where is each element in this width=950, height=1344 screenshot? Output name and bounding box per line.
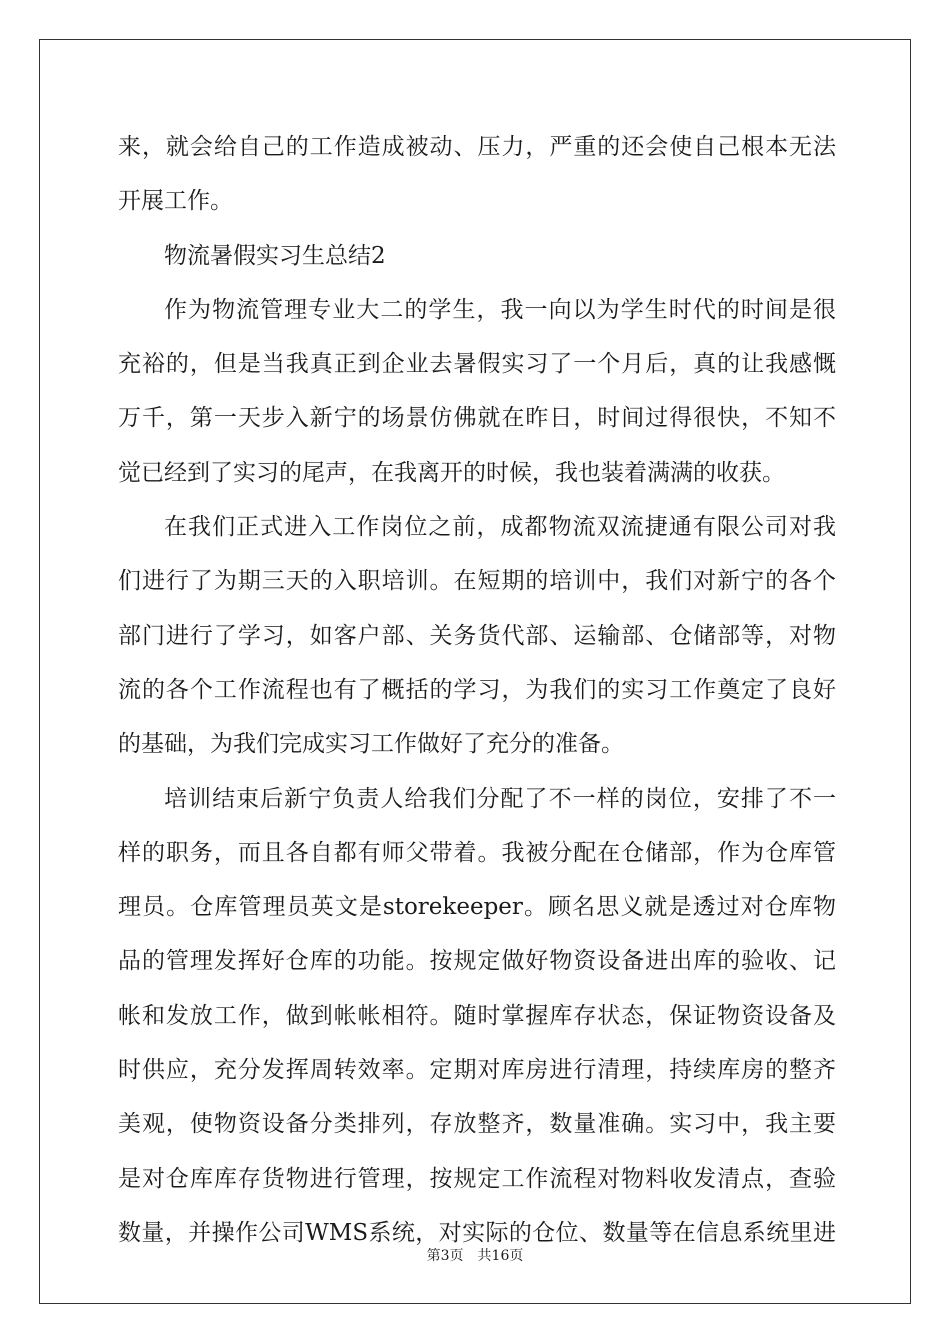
- page-number: 第3页: [426, 1248, 464, 1264]
- text-line: 开展工作。: [118, 188, 233, 215]
- text-line: 部门进行了学习，如客户部、关务货代部、运输部、仓储部等，对物: [118, 622, 836, 649]
- text-line: 数量，并操作公司WMS系统，对实际的仓位、数量等在信息系统里进: [118, 1219, 836, 1246]
- text-line: 在我们正式进入工作岗位之前，成都物流双流捷通有限公司对我: [164, 514, 836, 541]
- text-line: 流的各个工作流程也有了概括的学习，为我们的实习工作奠定了良好: [118, 676, 836, 703]
- text-line: 的基础，为我们完成实习工作做好了充分的准备。: [118, 731, 624, 758]
- text-line: 们进行了为期三天的入职培训。在短期的培训中，我们对新宁的各个: [118, 568, 836, 595]
- page-footer: [0, 1245, 950, 1265]
- text-line: 美观，使物资设备分类排列，存放整齐，数量准确。实习中，我主要: [118, 1111, 836, 1138]
- text-line: 是对仓库库存货物进行管理，按规定工作流程对物料收发清点，查验: [118, 1165, 836, 1192]
- page-total: 共16页: [477, 1248, 524, 1264]
- text-line: 作为物流管理专业大二的学生，我一向以为学生时代的时间是很: [164, 296, 836, 323]
- text-line: 觉已经到了实习的尾声，在我离开的时候，我也装着满满的收获。: [118, 459, 785, 486]
- section-heading: 物流暑假实习生总结2: [164, 242, 386, 269]
- text-line: 品的管理发挥好仓库的功能。按规定做好物资设备进出库的验收、记: [118, 948, 836, 975]
- text-line: 理员。仓库管理员英文是storekeeper。顾名思义就是透过对仓库物: [118, 894, 836, 921]
- text-line: 帐和发放工作，做到帐帐相符。随时掌握库存状态，保证物资设备及: [118, 1002, 836, 1029]
- text-line: 万千，第一天步入新宁的场景仿佛就在昨日，时间过得很快，不知不: [118, 405, 836, 432]
- text-line: 样的职务，而且各自都有师父带着。我被分配在仓储部，作为仓库管: [118, 839, 836, 866]
- document-body: [118, 120, 836, 1260]
- text-line: 充裕的，但是当我真正到企业去暑假实习了一个月后，真的让我感慨: [118, 351, 836, 378]
- text-line: 培训结束后新宁负责人给我们分配了不一样的岗位，安排了不一: [164, 785, 836, 812]
- text-line: 时供应，充分发挥周转效率。定期对库房进行清理，持续库房的整齐: [118, 1057, 836, 1084]
- text-line: 来，就会给自己的工作造成被动、压力，严重的还会使自己根本无法: [118, 134, 836, 160]
